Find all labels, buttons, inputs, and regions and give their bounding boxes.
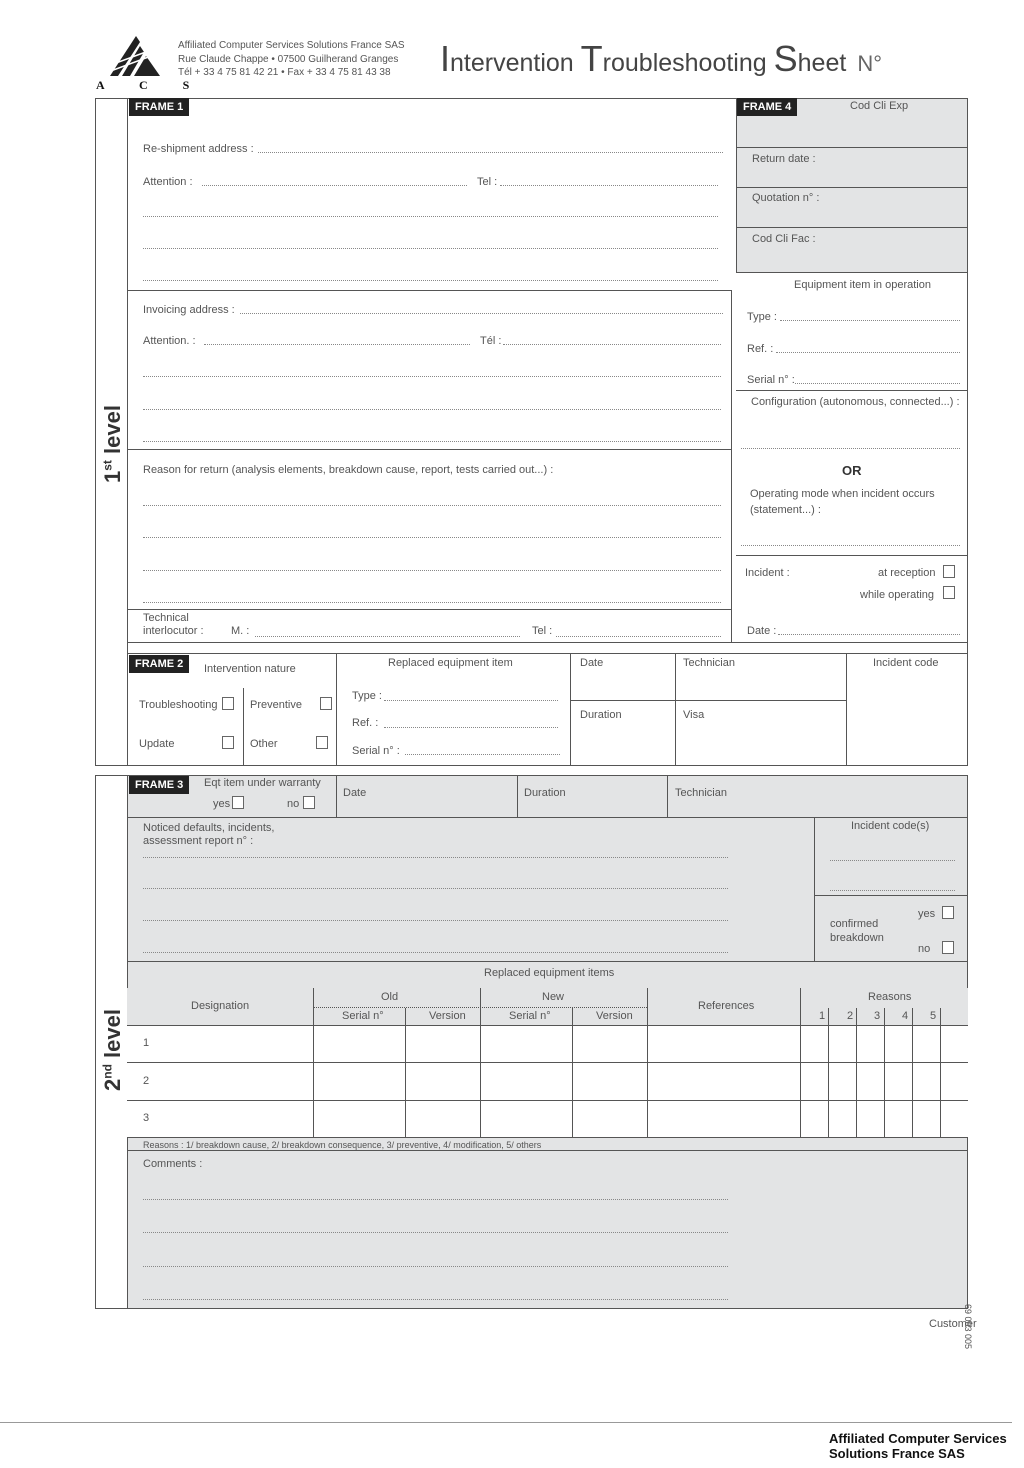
f2-type-label: Type : bbox=[352, 690, 382, 702]
reasons-legend: Reasons : 1/ breakdown cause, 2/ breakdown consequence, 3/ preventive, 4/ modification, 5/ others bbox=[143, 1140, 542, 1150]
serial-field[interactable] bbox=[795, 383, 960, 384]
footer-company-2: Solutions France SAS bbox=[829, 1446, 965, 1461]
f2-type-field[interactable] bbox=[384, 700, 558, 701]
col-old-serial: Serial n° bbox=[342, 1010, 384, 1022]
confirmed-label-2: breakdown bbox=[830, 932, 884, 944]
col-designation: Designation bbox=[191, 1000, 250, 1012]
warranty-label: Eqt item under warranty bbox=[204, 777, 321, 789]
attention-field[interactable] bbox=[202, 185, 467, 186]
number-label: N° bbox=[857, 51, 883, 76]
reason-num: 3 bbox=[874, 1010, 881, 1022]
tel-field[interactable] bbox=[500, 185, 718, 186]
frame1-tag: FRAME 1 bbox=[129, 98, 189, 116]
f3-technician-label: Technician bbox=[675, 787, 727, 799]
replaced-item-label: Replaced equipment item bbox=[388, 657, 513, 669]
company-name: Affiliated Computer Services Solutions France SAS bbox=[178, 40, 405, 51]
reason-num: 1 bbox=[819, 1010, 826, 1022]
f2-serial-label: Serial n° : bbox=[352, 745, 400, 757]
type-field[interactable] bbox=[780, 320, 960, 321]
level2-label: 2nd level bbox=[100, 1009, 125, 1091]
noticed-label-2: assessment report n° : bbox=[143, 835, 254, 847]
incident-code-label: Incident code bbox=[873, 657, 939, 669]
col-new-version: Version bbox=[596, 1010, 633, 1022]
confirmed-no-checkbox[interactable] bbox=[942, 941, 954, 954]
noticed-label-1: Noticed defaults, incidents, bbox=[143, 822, 275, 834]
comments-field[interactable] bbox=[143, 1199, 728, 1200]
at-reception-label: at reception bbox=[878, 567, 936, 579]
operating-label-1: Operating mode when incident occurs bbox=[750, 488, 935, 500]
f3-duration-label: Duration bbox=[524, 787, 566, 799]
or-label: OR bbox=[842, 463, 862, 478]
invoicing-label: Invoicing address : bbox=[143, 304, 235, 316]
technical-label-1: Technical bbox=[143, 612, 189, 624]
col-new: New bbox=[542, 991, 565, 1003]
configuration-label: Configuration (autonomous, connected...) : bbox=[751, 396, 960, 408]
reason-num: 4 bbox=[902, 1010, 909, 1022]
warranty-yes-checkbox[interactable] bbox=[232, 796, 244, 809]
table-row-number: 2 bbox=[143, 1075, 150, 1087]
level1-label: 1st level bbox=[100, 405, 125, 483]
ref-field[interactable] bbox=[776, 352, 960, 353]
tel2-field[interactable] bbox=[503, 344, 721, 345]
f2-date-label: Date bbox=[580, 657, 604, 669]
warranty-yes-label: yes bbox=[213, 798, 231, 810]
date-field[interactable] bbox=[778, 634, 960, 635]
confirmed-no-label: no bbox=[918, 943, 931, 955]
f3-date-label: Date bbox=[343, 787, 367, 799]
confirmed-yes-checkbox[interactable] bbox=[942, 906, 954, 919]
cod-cli-fac-label: Cod Cli Fac : bbox=[752, 233, 816, 245]
other-label: Other bbox=[250, 738, 278, 750]
incident-codes-label: Incident code(s) bbox=[851, 820, 930, 832]
serial-label: Serial n° : bbox=[747, 374, 795, 386]
equipment-title: Equipment item in operation bbox=[794, 279, 931, 291]
technical-field[interactable] bbox=[255, 636, 520, 637]
attention2-field[interactable] bbox=[204, 344, 470, 345]
side-code: 69 003 005 bbox=[963, 1304, 973, 1350]
reason-num: 5 bbox=[930, 1010, 937, 1022]
confirmed-yes-label: yes bbox=[918, 908, 936, 920]
col-reasons: Reasons bbox=[868, 991, 912, 1003]
col-old-version: Version bbox=[429, 1010, 466, 1022]
troubleshooting-label: Troubleshooting bbox=[139, 699, 218, 711]
comments-label: Comments : bbox=[143, 1158, 203, 1170]
incident-label: Incident : bbox=[745, 567, 790, 579]
while-operating-label: while operating bbox=[860, 589, 934, 601]
other-checkbox[interactable] bbox=[316, 736, 328, 749]
attention-label: Attention : bbox=[143, 176, 193, 188]
footer-divider bbox=[0, 1422, 1012, 1423]
attention2-label: Attention. : bbox=[143, 335, 196, 347]
table-row-number: 3 bbox=[143, 1112, 150, 1124]
page-title: Intervention Troubleshooting Sheet N° bbox=[440, 38, 883, 79]
reshipment-label: Re-shipment address : bbox=[143, 143, 254, 155]
update-label: Update bbox=[139, 738, 175, 750]
type-label: Type : bbox=[747, 311, 777, 323]
visa-label: Visa bbox=[683, 709, 705, 721]
replaced-items-title: Replaced equipment items bbox=[484, 967, 615, 979]
tel-label: Tel : bbox=[477, 176, 498, 188]
col-old: Old bbox=[381, 991, 399, 1003]
preventive-checkbox[interactable] bbox=[320, 697, 332, 710]
col-new-serial: Serial n° bbox=[509, 1010, 551, 1022]
frame2-tag: FRAME 2 bbox=[129, 655, 189, 673]
logo-text: A C S bbox=[96, 78, 206, 92]
ref-label: Ref. : bbox=[747, 343, 774, 355]
operating-label-2: (statement...) : bbox=[750, 504, 821, 516]
date-label: Date : bbox=[747, 625, 777, 637]
update-checkbox[interactable] bbox=[222, 736, 234, 749]
invoicing-field[interactable] bbox=[240, 313, 723, 314]
at-reception-checkbox[interactable] bbox=[943, 565, 955, 578]
f2-technician-label: Technician bbox=[683, 657, 735, 669]
reason-num: 2 bbox=[847, 1010, 854, 1022]
reason-label: Reason for return (analysis elements, breakdown cause, report, tests carried out...) : bbox=[143, 464, 554, 476]
preventive-label: Preventive bbox=[250, 699, 302, 711]
troubleshooting-checkbox[interactable] bbox=[222, 697, 234, 710]
tel3-label: Tel : bbox=[532, 625, 553, 637]
table-row-number: 1 bbox=[143, 1037, 150, 1049]
confirmed-label-1: confirmed bbox=[830, 918, 879, 930]
m-label: M. : bbox=[231, 625, 250, 637]
footer-company-1: Affiliated Computer Services bbox=[829, 1431, 1007, 1446]
f2-serial-field[interactable] bbox=[405, 754, 560, 755]
customer-label: Customer bbox=[929, 1318, 977, 1330]
frame3-tag: FRAME 3 bbox=[129, 776, 189, 794]
reshipment-field[interactable] bbox=[258, 152, 723, 153]
warranty-no-checkbox[interactable] bbox=[303, 796, 315, 809]
return-date-label: Return date : bbox=[752, 153, 816, 165]
f2-ref-field[interactable] bbox=[384, 727, 558, 728]
tel3-field[interactable] bbox=[556, 636, 721, 637]
cod-cli-exp-label: Cod Cli Exp bbox=[850, 100, 909, 112]
nature-label: Intervention nature bbox=[204, 663, 296, 675]
technical-label-2: interlocutor : bbox=[143, 625, 204, 637]
f2-ref-label: Ref. : bbox=[352, 717, 379, 729]
quotation-label: Quotation n° : bbox=[752, 192, 820, 204]
company-phone: Tél + 33 4 75 81 42 21 • Fax + 33 4 75 81 43 38 bbox=[178, 67, 391, 78]
col-references: References bbox=[698, 1000, 755, 1012]
frame4-top bbox=[736, 98, 968, 273]
logo bbox=[96, 32, 206, 92]
company-address: Rue Claude Chappe • 07500 Guilherand Granges bbox=[178, 54, 399, 65]
while-operating-checkbox[interactable] bbox=[943, 586, 955, 599]
warranty-no-label: no bbox=[287, 798, 300, 810]
f2-duration-label: Duration bbox=[580, 709, 622, 721]
tel2-label: Tél : bbox=[480, 335, 502, 347]
frame4-tag: FRAME 4 bbox=[737, 98, 797, 116]
